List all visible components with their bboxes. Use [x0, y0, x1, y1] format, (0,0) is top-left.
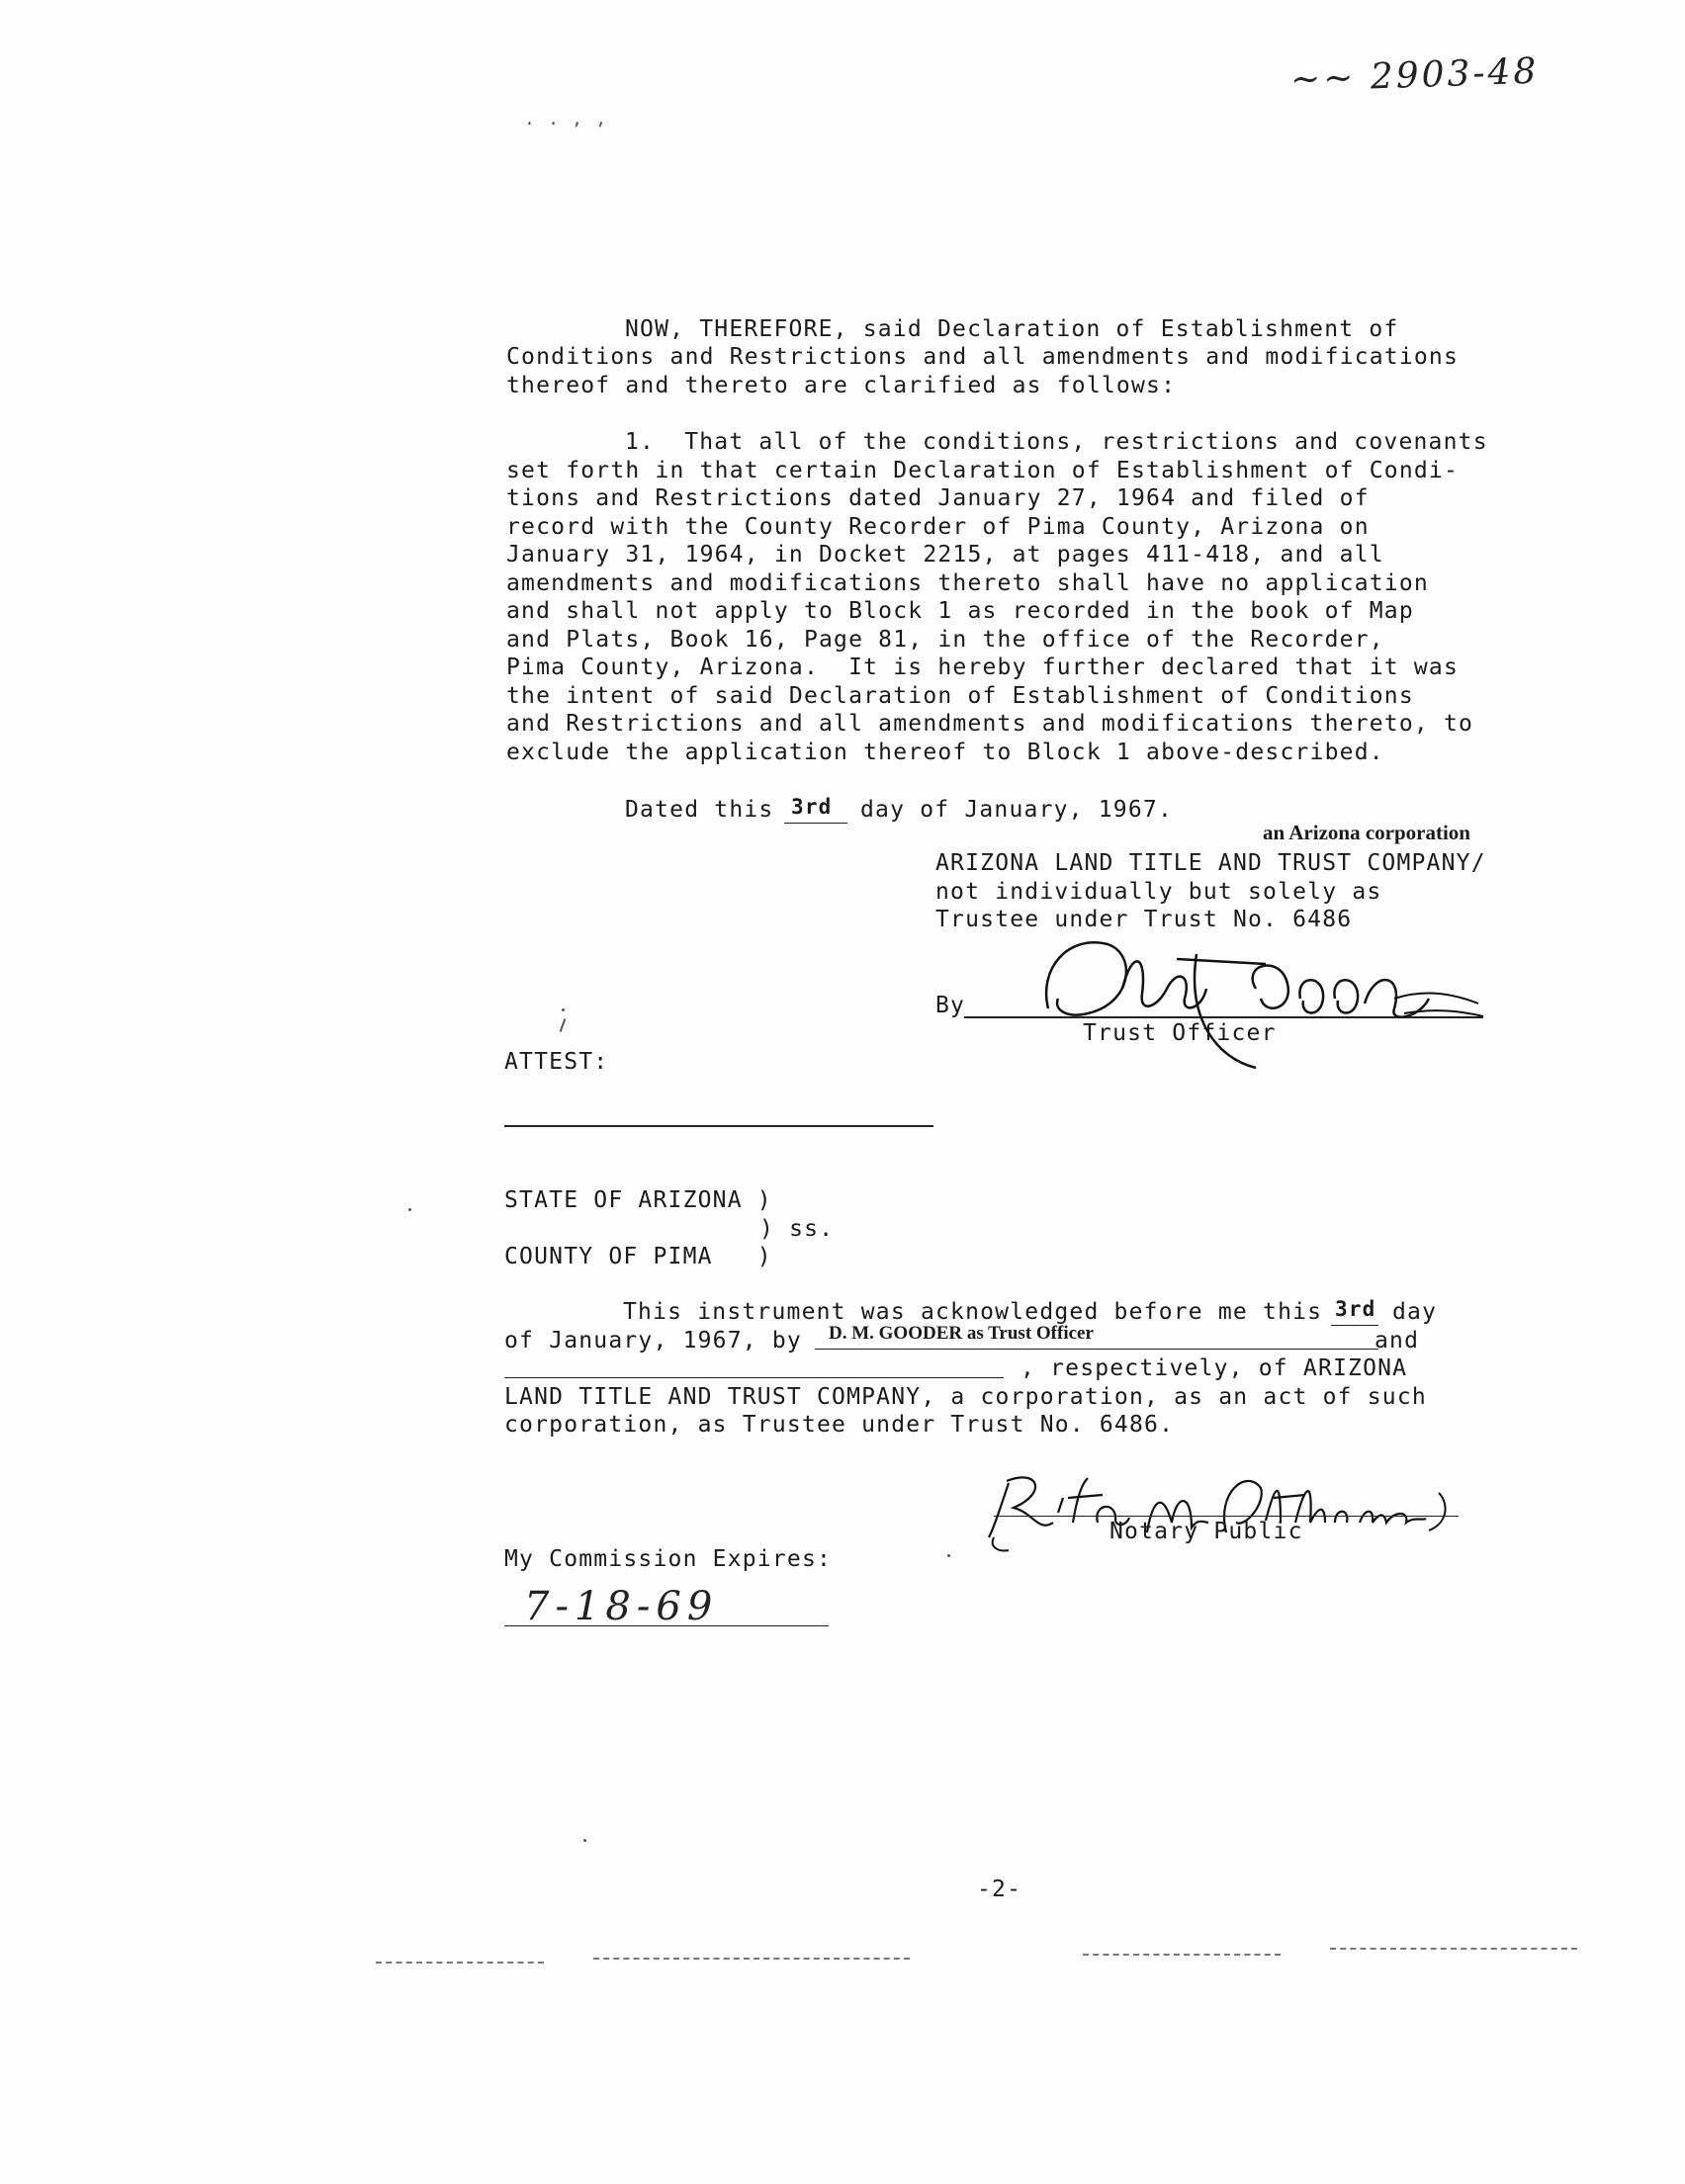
scan-artifact-rule [1330, 1948, 1577, 1950]
ack-line4: LAND TITLE AND TRUST COMPANY, a corporation, as an act of such [504, 1384, 1427, 1410]
ack-line2-suffix: and [1375, 1328, 1420, 1354]
ack-blank-underline [504, 1377, 1004, 1378]
ack-line3: , respectively, of ARIZONA [1020, 1355, 1408, 1381]
scan-artifact-rule [1083, 1954, 1281, 1956]
commission-label: My Commission Expires: [504, 1546, 833, 1572]
ack-line1-day: 3rd [1335, 1297, 1376, 1321]
scan-speck [560, 1018, 567, 1032]
scan-speck [408, 1208, 411, 1211]
attest-signature-line [504, 1125, 933, 1127]
intro-line: Conditions and Restrictions and all amendments and modifications [506, 344, 1460, 370]
ack-name-underline [815, 1349, 1378, 1350]
venue-county: COUNTY OF PIMA ) [504, 1244, 772, 1269]
trust-officer-signature [1028, 929, 1493, 1078]
capacity-line: not individually but solely as [935, 879, 1382, 905]
scan-artifact-rule [593, 1958, 910, 1960]
venue-state: STATE OF ARIZONA ) [504, 1187, 772, 1213]
dated-suffix: day of January, 1967. [860, 797, 1173, 823]
dated-prefix: Dated this [625, 797, 774, 823]
clause-line: record with the County Recorder of Pima County, Arizona on [506, 514, 1370, 540]
clause-line: tions and Restrictions dated January 27, 1964 and filed of [506, 485, 1370, 511]
venue-ss: ) ss. [759, 1216, 835, 1242]
clause-line: set forth in that certain Declaration of Establishment of Condi- [506, 458, 1460, 483]
intro-line: thereof and thereto are clarified as follows: [506, 373, 1177, 398]
clause-line: exclude the application thereof to Block 1 above-described. [506, 740, 1384, 765]
commission-date-line [504, 1625, 829, 1626]
clause-line: and Plats, Book 16, Page 81, in the office of the Recorder, [506, 627, 1384, 653]
docket-number: ~~ 2903-48 [1289, 50, 1541, 101]
scan-mark: . . , , [524, 109, 608, 130]
scan-speck [562, 1008, 565, 1011]
notary-title: Notary Public [1109, 1519, 1303, 1544]
ack-line1-prefix: This instrument was acknowledged before me this [623, 1299, 1323, 1325]
by-label: By [935, 993, 966, 1018]
commission-date: 7-18-69 [524, 1584, 719, 1629]
page-number: -2- [977, 1877, 1022, 1902]
ack-line2-prefix: of January, 1967, by [504, 1328, 802, 1354]
insertion-text: an Arizona corporation [1263, 821, 1470, 844]
scan-speck [947, 1554, 950, 1557]
trustee-line: Trustee under Trust No. 6486 [935, 907, 1353, 932]
clause-line: Pima County, Arizona. It is hereby further declared that it was [506, 655, 1460, 680]
ack-officer-name: D. M. GOODER as Trust Officer [829, 1323, 1094, 1344]
notary-signature-line [994, 1516, 1459, 1517]
clause-line: and Restrictions and all amendments and modifications thereto, to [506, 711, 1474, 737]
clause-line: 1. That all of the conditions, restrictions and covenants [625, 429, 1488, 455]
scan-speck [583, 1839, 586, 1842]
ack-line1-suffix: day [1392, 1299, 1438, 1325]
clause-line: the intent of said Declaration of Establishment of Conditions [506, 683, 1414, 709]
scan-artifact-rule [376, 1962, 544, 1964]
attest-label: ATTEST: [504, 1049, 609, 1075]
clause-line: amendments and modifications thereto shall have no application [506, 570, 1429, 596]
intro-line: NOW, THEREFORE, said Declaration of Establishment of [625, 316, 1399, 342]
ack-day-underline [1331, 1325, 1378, 1326]
company-line: ARIZONA LAND TITLE AND TRUST COMPANY/ [935, 850, 1486, 876]
clause-line: January 31, 1964, in Docket 2215, at pages 411-418, and all [506, 542, 1384, 568]
clause-line: and shall not apply to Block 1 as recorded in the book of Map [506, 598, 1414, 624]
ack-line5: corporation, as Trustee under Trust No. 6486. [504, 1412, 1175, 1438]
dated-day: 3rd [791, 795, 833, 819]
dated-day-underline [784, 823, 847, 824]
officer-title: Trust Officer [1083, 1020, 1277, 1046]
